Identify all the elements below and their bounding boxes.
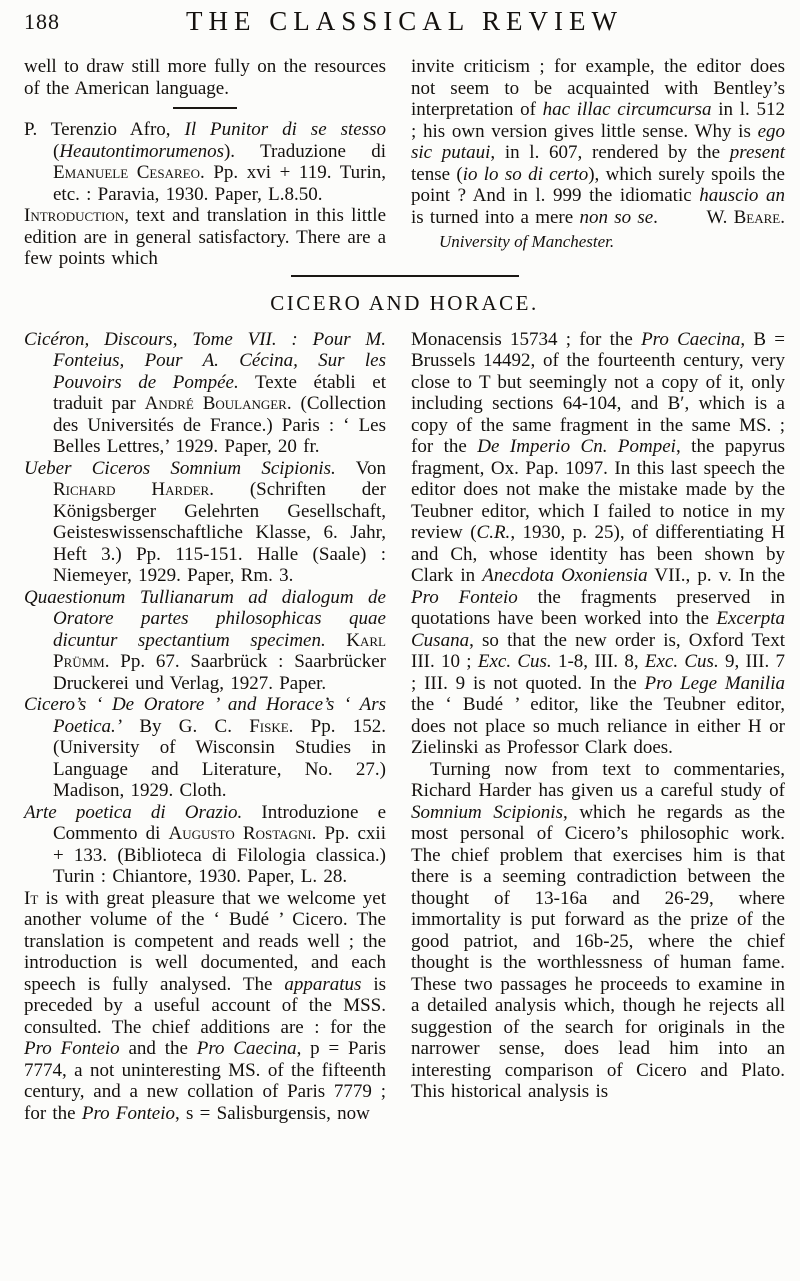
reviewer-affiliation: University of Manchester.	[439, 232, 615, 251]
article-section	[24, 329, 785, 1125]
review-body-text: invite criticism ; for example, the editor does not seem to be acquainted with Bentley’s interpretation of hac illac circumcursa in l. 512 ; his own version gives little sense. Why is ego sic putaui, in l. 607, rendered by the present tense (io lo so di certo), which surely spoils the point ? And in l. 999 the idiomatic hauscio an is turned into a mere non so se.	[411, 56, 785, 228]
article-continuation-paragraph: Monacensis 15734 ; for the Pro Caecina, B = Brussels 14492, of the fourteenth century, very close to T but seemingly not a copy of it, only including sections 64-104, and B′, which is a copy of the same fragment in the same MS. ; for the De Imperio Cn. Pompei, the papyrus fragment, Ox. Pap. 1097. In this last speech the editor does not make the mistake made by the Teubner editor, which I failed to notice in my review (C.R., 1930, p. 25), of differentiating H and Ch, whose identity has been shown by Clark in Anecdota Oxoniensia VII., p. v. In the Pro Fonteio the fragments preserved in quotations have been worked into the Excerpta Cusana, so that the new order is, Oxford Text III. 10 ; Exc. Cus. 1-8, III. 8, Exc. Cus. 9, III. 7 ; III. 9 is not quoted. In the Pro Lege Manilia the ‘ Budé ’ editor, like the Teubner editor, does not place so much reliance in either H or Zielinski as Professor Clark does.	[411, 328, 786, 758]
article-heading: CICERO AND HORACE.	[270, 290, 539, 315]
review-intro-paragraph: Introduction, text and translation in this little edition are in general satisfactory. There are a few points which	[24, 205, 386, 269]
article-opening-paragraph: It is with great pleasure that we welcome yet another volume of the ‘ Budé ’ Cicero. The translation is competent and reads well ; the introduction is well documented, and each speech is fully analysed. The apparatus is preceded by a useful account of the MSS. consulted. The chief additions are : for the Pro Fonteio and the Pro Caecina, p = Paris 7774, a not uninteresting MS. of the fifteenth century, and a new collation of Paris 7779 ; for the Pro Fonteio, s = Salisburgensis, now	[24, 887, 386, 1124]
review-divider-rule	[173, 107, 237, 109]
review-continuation-paragraph: well to draw still more fully on the resources of the American language.	[24, 56, 386, 99]
left-column	[24, 56, 386, 270]
bibliography-entry: Arte poetica di Orazio. Introduzione e Commento di Augusto Rostagni. Pp. cxii + 133. (Biblioteca di Filologia classica.) Turin : Chiantore, 1930. Paper, L. 28.	[24, 801, 387, 887]
article-second-paragraph: Turning now from text to commentaries, Richard Harder has given us a careful study of Somnium Scipionis, which he regards as the most personal of Cicero’s philosophic work. The chief problem that exercises him is that there is a seeming contradiction between the thought of 13-16a and 26-29, where immortality is put forward as the prize of the good patriot, and 16b-25, where the chief thought is the worthlessness of human fame. These two passages he proceeds to examine in a detailed analysis which, though he rejects all suggestion of the search for originals in the narrower sense, does lead him into an interesting comparison of Cicero and Plato. This historical analysis is	[411, 758, 785, 1102]
article-left-column	[24, 329, 386, 1125]
page-header	[24, 6, 785, 44]
article-right-column	[411, 329, 785, 1103]
journal-title: THE CLASSICAL REVIEW	[186, 6, 623, 36]
reviewer-signature: W. Beare.	[706, 206, 785, 228]
bibliography-entry: Cicéron, Discours, Tome VII. : Pour M. Fonteius, Pour A. Cécina, Sur les Pouvoirs de Pompée. Texte établi et traduit par André Boulanger. (Collection des Universités de France.) Paris : ‘ Les Belles Lettres,’ 1929. Paper, 20 fr.	[24, 328, 387, 457]
bibliography-entry: Cicero’s ‘ De Oratore ’ and Horace’s ‘ Ars Poetica.’ By G. C. Fiske. Pp. 152. (University of Wisconsin Studies in Language and Literature, No. 27.) Madison, 1929. Cloth.	[24, 694, 386, 801]
bibliography-entry: P. Terenzio Afro, Il Punitor di se stesso (Heautontimorumenos). Traduzione di Emanuele Cesareo. Pp. xvi + 119. Turin, etc. : Paravia, 1930. Paper, L.8.50.	[24, 119, 386, 205]
page-number: 188	[24, 9, 60, 34]
article-divider-rule	[291, 275, 519, 277]
bibliography-entry: Ueber Ciceros Somnium Scipionis. Von Richard Harder. (Schriften der Königsberger Gelehrten Gesellschaft, Geisteswissenschaftliche Klasse, 6. Jahr, Heft 3.) Pp. 115-151. Halle (Saale) : Niemeyer, 1929. Paper, Rm. 3.	[24, 457, 386, 586]
right-column	[411, 56, 785, 252]
previous-reviews-section	[24, 56, 785, 270]
bibliography-entry: Quaestionum Tullianarum ad dialogum de Oratore partes philosophicas quae dicuntur spectantium specimen. Karl Prümm. Pp. 67. Saarbrück : Saarbrücker Druckerei und Verlag, 1927. Paper.	[24, 586, 387, 694]
review-body-paragraph	[411, 56, 785, 228]
